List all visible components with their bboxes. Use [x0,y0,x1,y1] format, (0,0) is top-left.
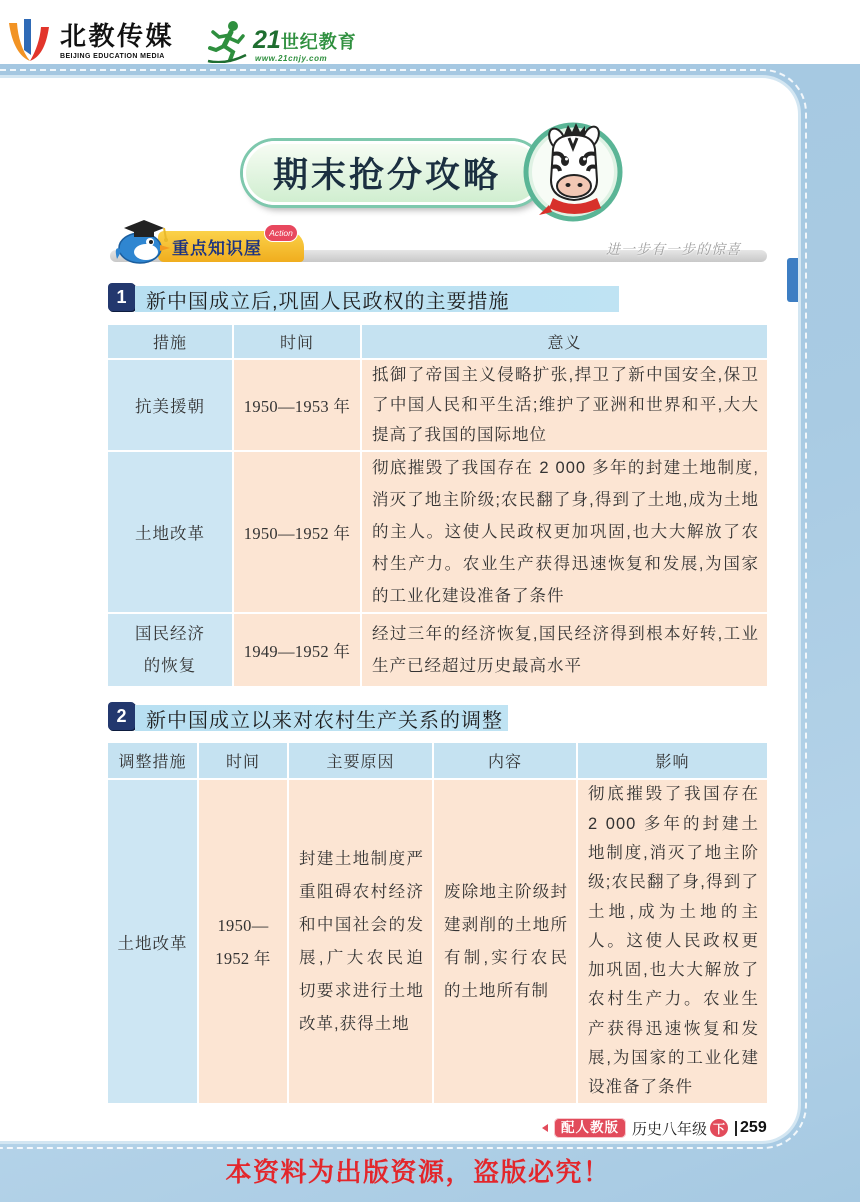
significance-cell [362,614,767,686]
table-header-cell: 内容 [434,743,576,778]
measure-text: 国民经济的恢复 [135,625,205,675]
table-header-cell: 主要原因 [289,743,432,778]
significance-text: 经过三年的经济恢复,国民经济得到根本好转,工业生产已经超过历史最高水平 [372,625,759,675]
impact-cell [578,780,767,1103]
page-number: 259 [740,1119,767,1136]
partner-name-text: 世纪教育 [280,32,357,52]
measure-cell: 土地改革 [108,452,232,612]
table-header-cell: 时间 [199,743,287,778]
adjustment-table [108,743,767,1103]
section-title: 新中国成立以来对农村生产关系的调整 [135,705,508,731]
page-title: 期末抢分攻略 [272,156,501,195]
reason-cell [289,780,432,1103]
bookmark-tab [787,258,798,302]
time-cell: 1949—1952 年 [234,614,360,686]
measures-table [108,325,767,686]
time-cell: 1950—1953 年 [234,360,360,450]
copyright-notice: 本资料为出版资源，盗版必究！ [225,1157,611,1187]
significance-cell [362,360,767,450]
table-header-cell: 影响 [578,743,767,778]
content-cell [434,780,576,1103]
bird-mascot-icon [110,214,172,266]
time-cell [199,780,287,1103]
triangle-left-icon [542,1124,548,1132]
time-cell: 1950—1952 年 [234,452,360,612]
partner-name [253,27,357,57]
measure-cell: 土地改革 [108,780,197,1103]
time-text: 1950— 1952 年 [215,915,271,968]
significance-text: 抵御了帝国主义侵略扩张,捍卫了新中国安全,保卫了中国人民和平生活;维护了亚洲和世界和平,大大提高了我国的国际地位 [372,366,759,444]
page-separator [735,1121,737,1136]
partner-url: www.21cnjy.com [255,54,328,63]
table-header-cell: 意义 [362,325,767,358]
measure-cell [108,614,232,686]
subject-label: 历史八年级 [632,1120,708,1138]
runner-logo-icon [206,19,248,63]
beijing-education-logo-icon [6,17,52,63]
slogan-text: 进一步有一步的惊喜 [606,241,741,257]
significance-text: 彻底摧毁了我国存在 2 000 多年的封建土地制度,消灭了地主阶级;农民翻了身,得到了土地,成为土地的主人。这使人民政权更加巩固,也大大解放了农村生产力。农业生产获得迅速恢复和发展,为国家的工业化建设准备了条件 [372,459,759,605]
knowledge-label-text: 重点知识屋 [172,239,262,258]
edition-badge: 配人教版 [554,1118,626,1138]
section-number-badge: 1 [108,283,135,311]
zebra-mascot-icon [517,118,629,224]
action-tag: Action [264,224,298,242]
content-text: 废除地主阶级封建剥削的土地所有制,实行农民的土地所有制 [444,882,568,1000]
section-title: 新中国成立后,巩固人民政权的主要措施 [135,286,619,312]
title-banner [243,141,543,205]
table-header-cell: 调整措施 [108,743,197,778]
partner-name-number: 21 [253,26,281,54]
reason-text: 封建土地制度严重阻碍农村经济和中国社会的发展,广大农民迫切要求进行土地改革,获得土地 [299,849,424,1033]
impact-text: 彻底摧毁了我国存在 2 000 多年的封建土地制度,消灭了地主阶级;农民翻了身,得到了土地,成为土地的主人。这使人民政权更加巩固,也大大解放了农村生产力。农业生产获得迅速恢复和发展,为国家的工业化建设准备了条件 [588,785,759,1097]
significance-cell [362,452,767,612]
table-header-cell: 措施 [108,325,232,358]
publisher-subtitle: BEIJING EDUCATION MEDIA [60,53,165,60]
table-header-cell: 时间 [234,325,360,358]
section-number-badge: 2 [108,702,135,730]
publisher-name: 北教传媒 [60,21,175,51]
volume-badge: 下 [710,1119,728,1137]
measure-cell: 抗美援朝 [108,360,232,450]
page-footer [542,1117,767,1139]
